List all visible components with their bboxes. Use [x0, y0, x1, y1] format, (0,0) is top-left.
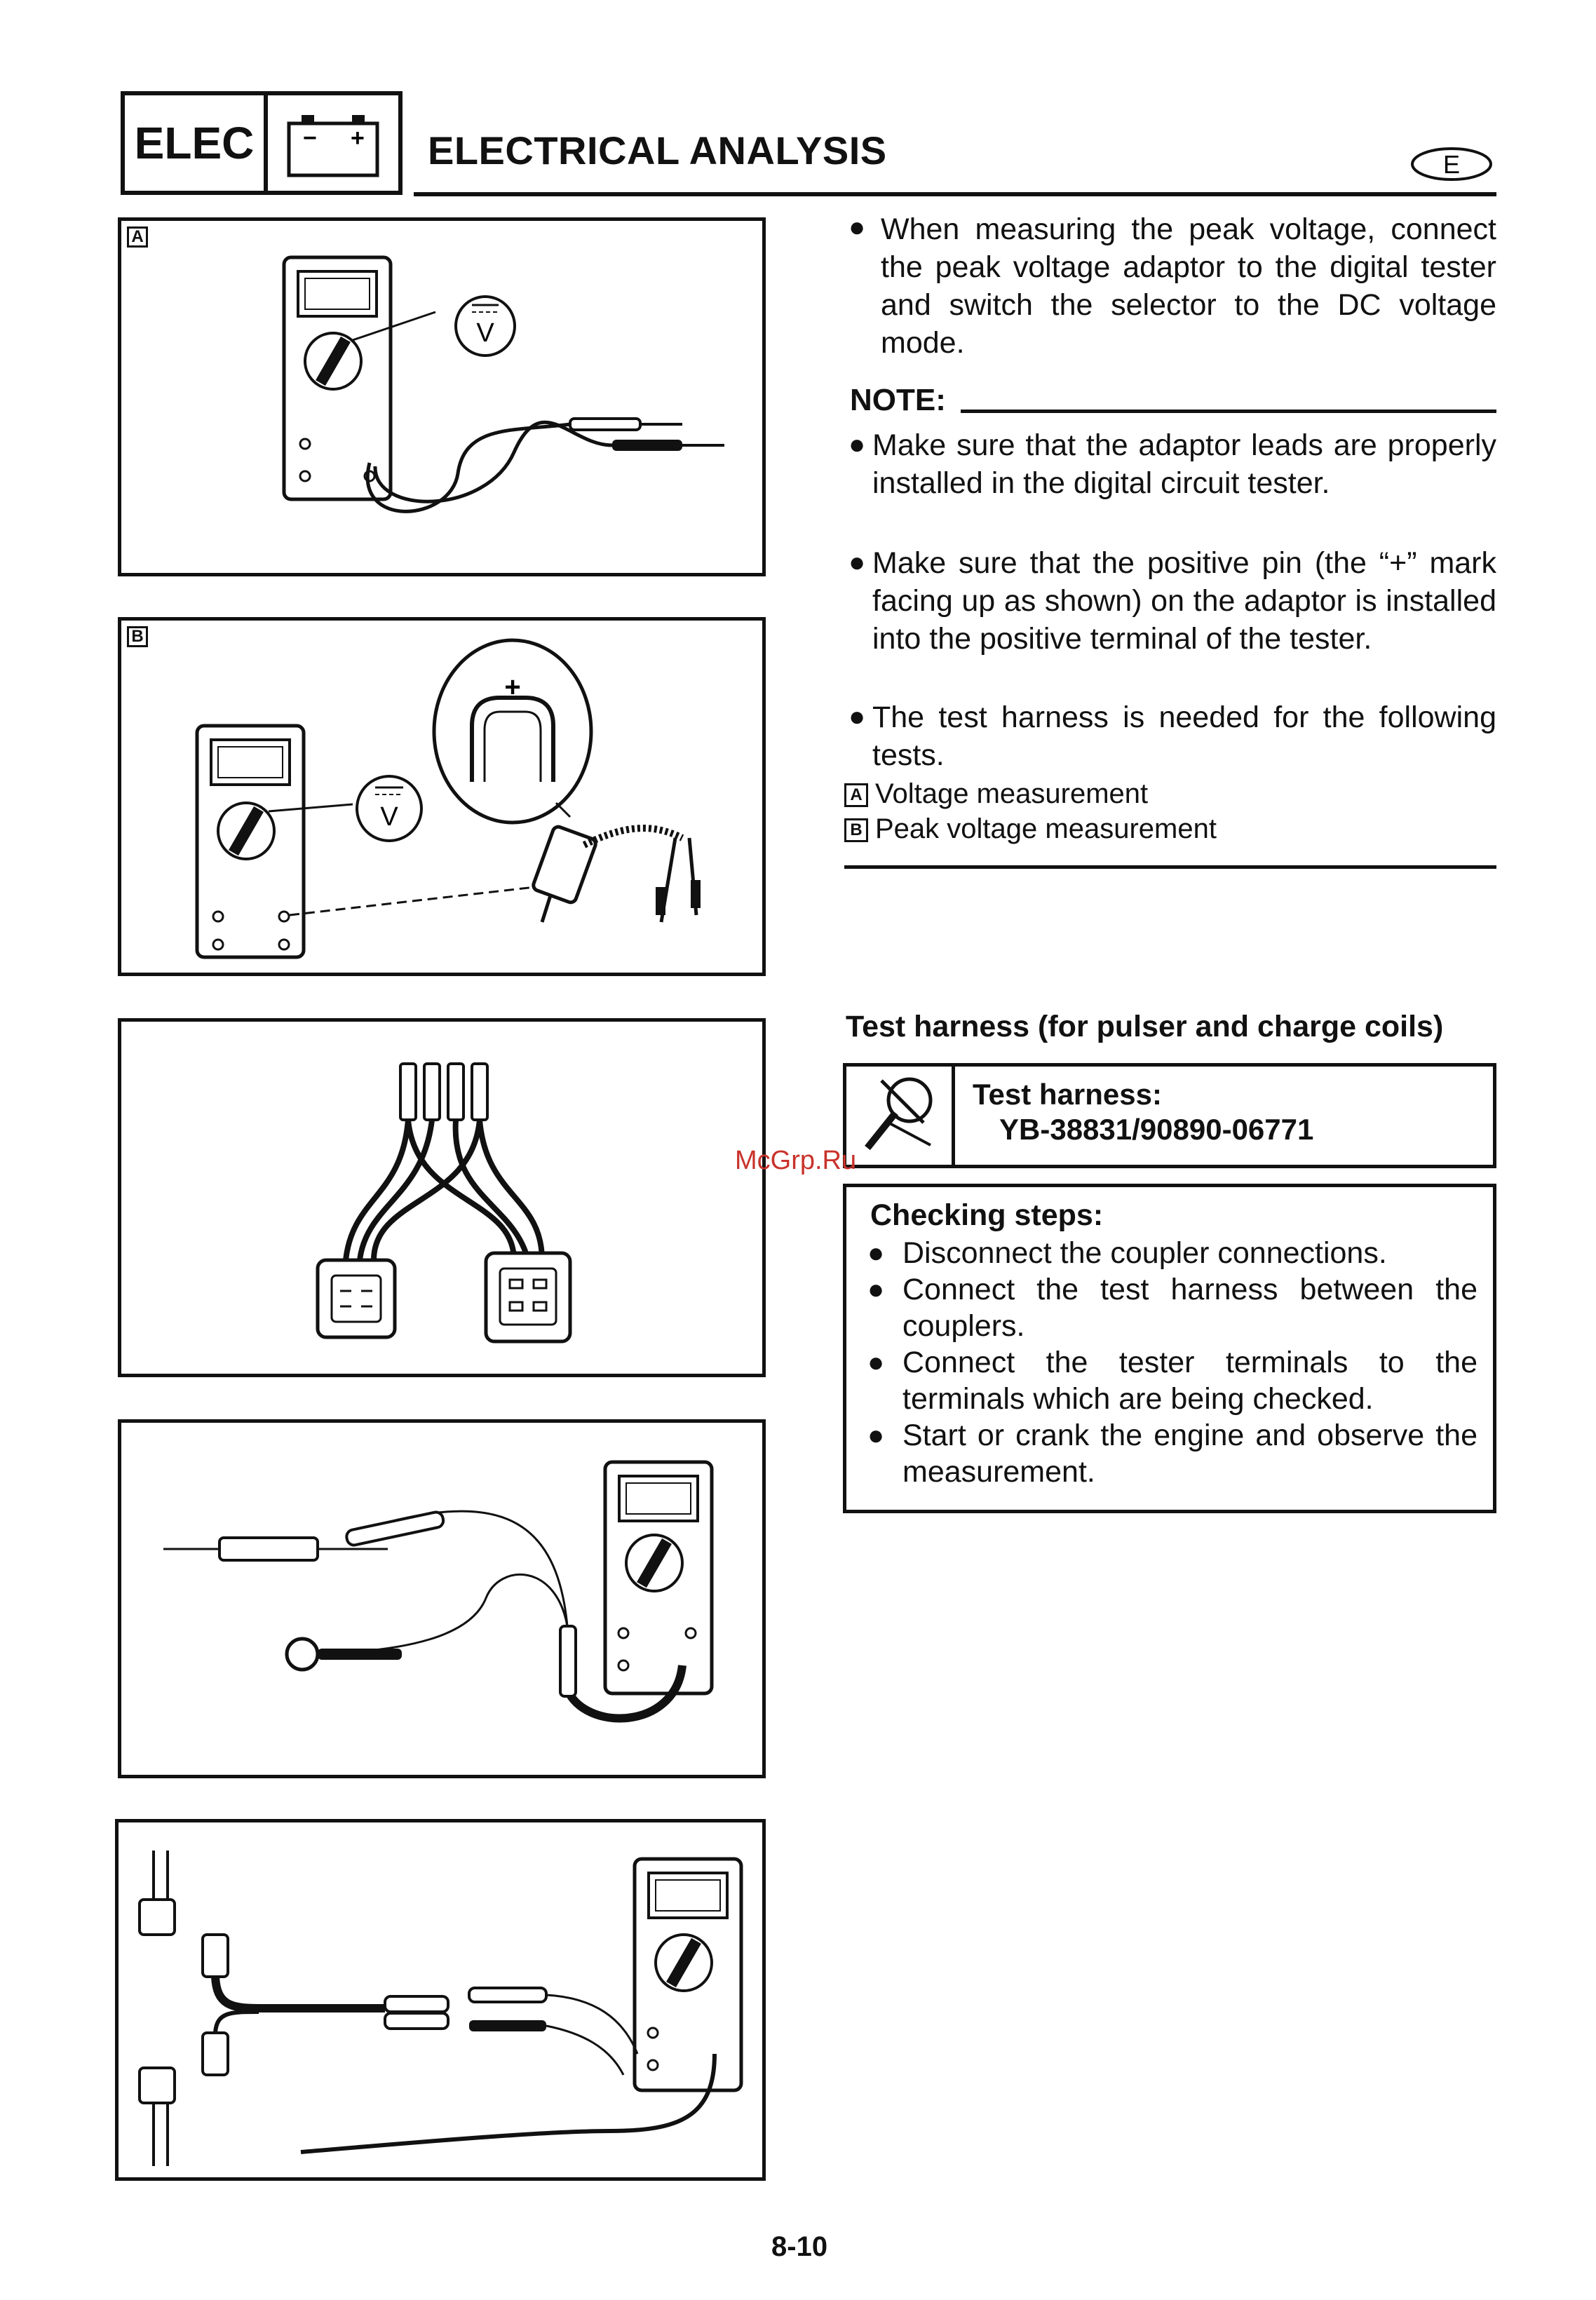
figure-coil-measurement: [118, 1419, 766, 1778]
legend-tag-b: B: [844, 818, 868, 842]
section-code-box: [121, 91, 268, 195]
battery-icon: [268, 95, 398, 191]
coil-measurement-illustration: [121, 1423, 762, 1775]
step-1: Disconnect the coupler connections.: [902, 1236, 1387, 1270]
legend-text-a: Voltage measurement: [875, 778, 1149, 809]
page-number: 8-10: [771, 2231, 828, 2262]
note-bullet-3: ●: [848, 701, 866, 732]
test-harness-illustration: [121, 1022, 762, 1374]
adaptor-plus-mark: +: [504, 672, 521, 703]
step-bullet-3: ●: [867, 1347, 885, 1378]
note-item-1: Make sure that the adaptor leads are properly installed in the digital circuit tester.: [872, 428, 1496, 500]
battery-minus-label: −: [303, 125, 317, 151]
legend-text-b: Peak voltage measurement: [875, 813, 1217, 844]
battery-icon-box: [264, 91, 403, 195]
step-bullet-2: ●: [867, 1274, 885, 1305]
battery-plus-label: +: [351, 125, 365, 151]
note-bullet-2: ●: [848, 547, 866, 578]
step-bullet-4: ●: [867, 1420, 885, 1451]
note-item-3: The test harness is needed for the following tests.: [872, 701, 1496, 772]
step-4: Start or crank the engine and observe the measurement.: [902, 1419, 1477, 1489]
legend-tag-a: A: [844, 783, 868, 807]
section-code: ELEC: [134, 118, 255, 168]
note-rule-top: [961, 410, 1496, 413]
note-bullet-1: ●: [848, 429, 866, 460]
figure-harness-connection: [115, 1819, 766, 2181]
checking-steps-heading: Checking steps:: [870, 1198, 1104, 1232]
note-item-2: Make sure that the positive pin (the “+” mark facing up as shown) on the adaptor is installed into the positive terminal of the tester.: [872, 546, 1496, 656]
tool-label: Test harness:: [973, 1078, 1162, 1111]
meter-symbol-b: V: [380, 802, 398, 832]
legend-item-a: [844, 778, 1148, 810]
tester-peak-illustration: [121, 621, 762, 973]
special-tool-box: [843, 1063, 1496, 1168]
tester-voltage-illustration: [121, 221, 762, 573]
note-heading: NOTE:: [850, 383, 946, 417]
tool-icon-cell: [846, 1067, 955, 1165]
language-badge-letter: E: [1442, 150, 1461, 179]
figure-b-tag: B: [127, 626, 148, 647]
checking-steps-box: [843, 1184, 1496, 1513]
wrench-icon: [846, 1067, 952, 1165]
note-rule-bottom: [844, 865, 1496, 869]
test-harness-heading: Test harness (for pulser and charge coils): [846, 1010, 1444, 1043]
watermark: McGrp.Ru: [735, 1146, 857, 1175]
legend-item-b: [844, 813, 1217, 845]
harness-connection-illustration: [119, 1822, 762, 2177]
figure-a-voltage: [118, 217, 766, 576]
language-badge: [1409, 146, 1494, 182]
meter-symbol-a: V: [476, 318, 494, 348]
step-2: Connect the test harness between the couplers.: [902, 1273, 1477, 1343]
step-3: Connect the tester terminals to the terminals which are being checked.: [902, 1346, 1477, 1416]
step-bullet-1: ●: [867, 1238, 885, 1269]
tool-part-number: YB-38831/90890-06771: [999, 1113, 1314, 1146]
page-title: ELECTRICAL ANALYSIS: [428, 128, 887, 172]
intro-paragraph: When measuring the peak voltage, connect the peak voltage adaptor to the digital tester and switch the selector to the DC voltage mode.: [881, 212, 1496, 360]
figure-a-tag: A: [127, 226, 148, 248]
header-rule: [414, 192, 1496, 196]
intro-bullet: ●: [848, 212, 866, 243]
figure-test-harness: [118, 1018, 766, 1377]
figure-b-peak-voltage: [118, 617, 766, 976]
